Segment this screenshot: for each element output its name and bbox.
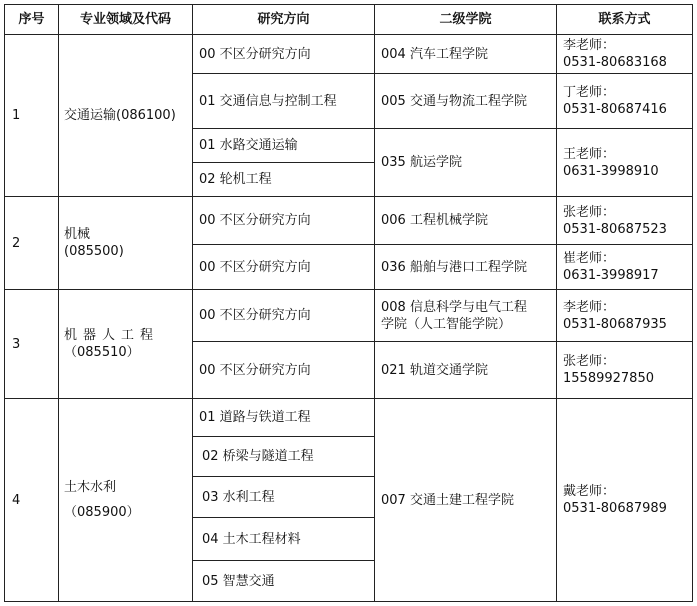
contact-cell	[557, 245, 693, 290]
college-line: 学院（人工智能学院）	[381, 316, 512, 332]
contact-phone: 0531-80687523	[563, 221, 667, 237]
major-cell	[59, 290, 193, 399]
contact-name: 崔老师：	[563, 251, 616, 266]
contact-name: 丁老师：	[563, 85, 616, 100]
table-row	[5, 399, 693, 437]
college-cell: 021 轨道交通学院	[375, 342, 557, 399]
direction-cell: 05 智慧交通	[193, 561, 375, 602]
college-cell: 035 航运学院	[375, 129, 557, 197]
contact-cell	[557, 129, 693, 197]
direction-cell: 00 不区分研究方向	[193, 35, 375, 74]
major-name: 土木水利	[64, 480, 117, 495]
college-cell: 004 汽车工程学院	[375, 35, 557, 74]
major-name: 机械	[64, 227, 91, 242]
header-college: 二级学院	[375, 5, 557, 35]
direction-cell: 00 不区分研究方向	[193, 342, 375, 399]
header-major: 专业领域及代码	[59, 5, 193, 35]
header-contact: 联系方式	[557, 5, 693, 35]
contact-phone: 0531-80683168	[563, 55, 667, 70]
row-number: 2	[5, 197, 59, 290]
direction-cell: 02 轮机工程	[193, 163, 375, 197]
contact-name: 王老师：	[563, 146, 616, 162]
row-number: 4	[5, 399, 59, 602]
table-row	[5, 290, 693, 342]
contact-name: 张老师：	[563, 354, 616, 369]
header-no: 序号	[5, 5, 59, 35]
contact-phone: 0531-80687935	[563, 316, 667, 332]
row-number: 3	[5, 290, 59, 399]
contact-name: 张老师：	[563, 204, 616, 220]
contact-cell	[557, 74, 693, 129]
direction-cell: 03 水利工程	[193, 477, 375, 518]
header-row	[5, 5, 693, 35]
contact-name: 李老师：	[563, 38, 616, 53]
direction-cell: 01 道路与铁道工程	[193, 399, 375, 437]
direction-cell: 02 桥梁与隧道工程	[193, 437, 375, 477]
contact-cell	[557, 342, 693, 399]
college-cell: 036 船舶与港口工程学院	[375, 245, 557, 290]
contact-cell	[557, 399, 693, 602]
spacer	[64, 496, 192, 504]
contact-cell	[557, 35, 693, 74]
contact-phone: 0531-80687989	[563, 501, 667, 516]
contact-phone: 0631-3998917	[563, 268, 659, 283]
contact-name: 李老师：	[563, 299, 616, 315]
direction-cell: 00 不区分研究方向	[193, 290, 375, 342]
direction-cell: 01 交通信息与控制工程	[193, 74, 375, 129]
direction-cell: 04 土木工程材料	[193, 518, 375, 561]
contact-phone: 0531-80687416	[563, 102, 667, 117]
major-name: 机器人工程	[64, 328, 160, 343]
table-row	[5, 35, 693, 74]
program-table	[4, 4, 693, 602]
college-cell	[375, 290, 557, 342]
major-cell	[59, 399, 193, 602]
college-cell: 006 工程机械学院	[375, 197, 557, 245]
row-number: 1	[5, 35, 59, 197]
contact-phone: 15589927850	[563, 371, 654, 386]
college-line: 008 信息科学与电气工程	[381, 299, 527, 315]
contact-name: 戴老师：	[563, 484, 616, 499]
major-code: （085510）	[64, 345, 140, 360]
college-cell: 007 交通土建工程学院	[375, 399, 557, 602]
direction-cell: 01 水路交通运输	[193, 129, 375, 163]
header-direction: 研究方向	[193, 5, 375, 35]
major-code: （085900）	[64, 505, 140, 520]
contact-cell	[557, 197, 693, 245]
major-cell	[59, 197, 193, 290]
table-row	[5, 197, 693, 245]
college-cell: 005 交通与物流工程学院	[375, 74, 557, 129]
direction-cell: 00 不区分研究方向	[193, 197, 375, 245]
contact-phone: 0631-3998910	[563, 163, 659, 179]
direction-cell: 00 不区分研究方向	[193, 245, 375, 290]
major-cell: 交通运输(086100)	[59, 35, 193, 197]
major-code: (085500)	[64, 244, 124, 259]
contact-cell	[557, 290, 693, 342]
